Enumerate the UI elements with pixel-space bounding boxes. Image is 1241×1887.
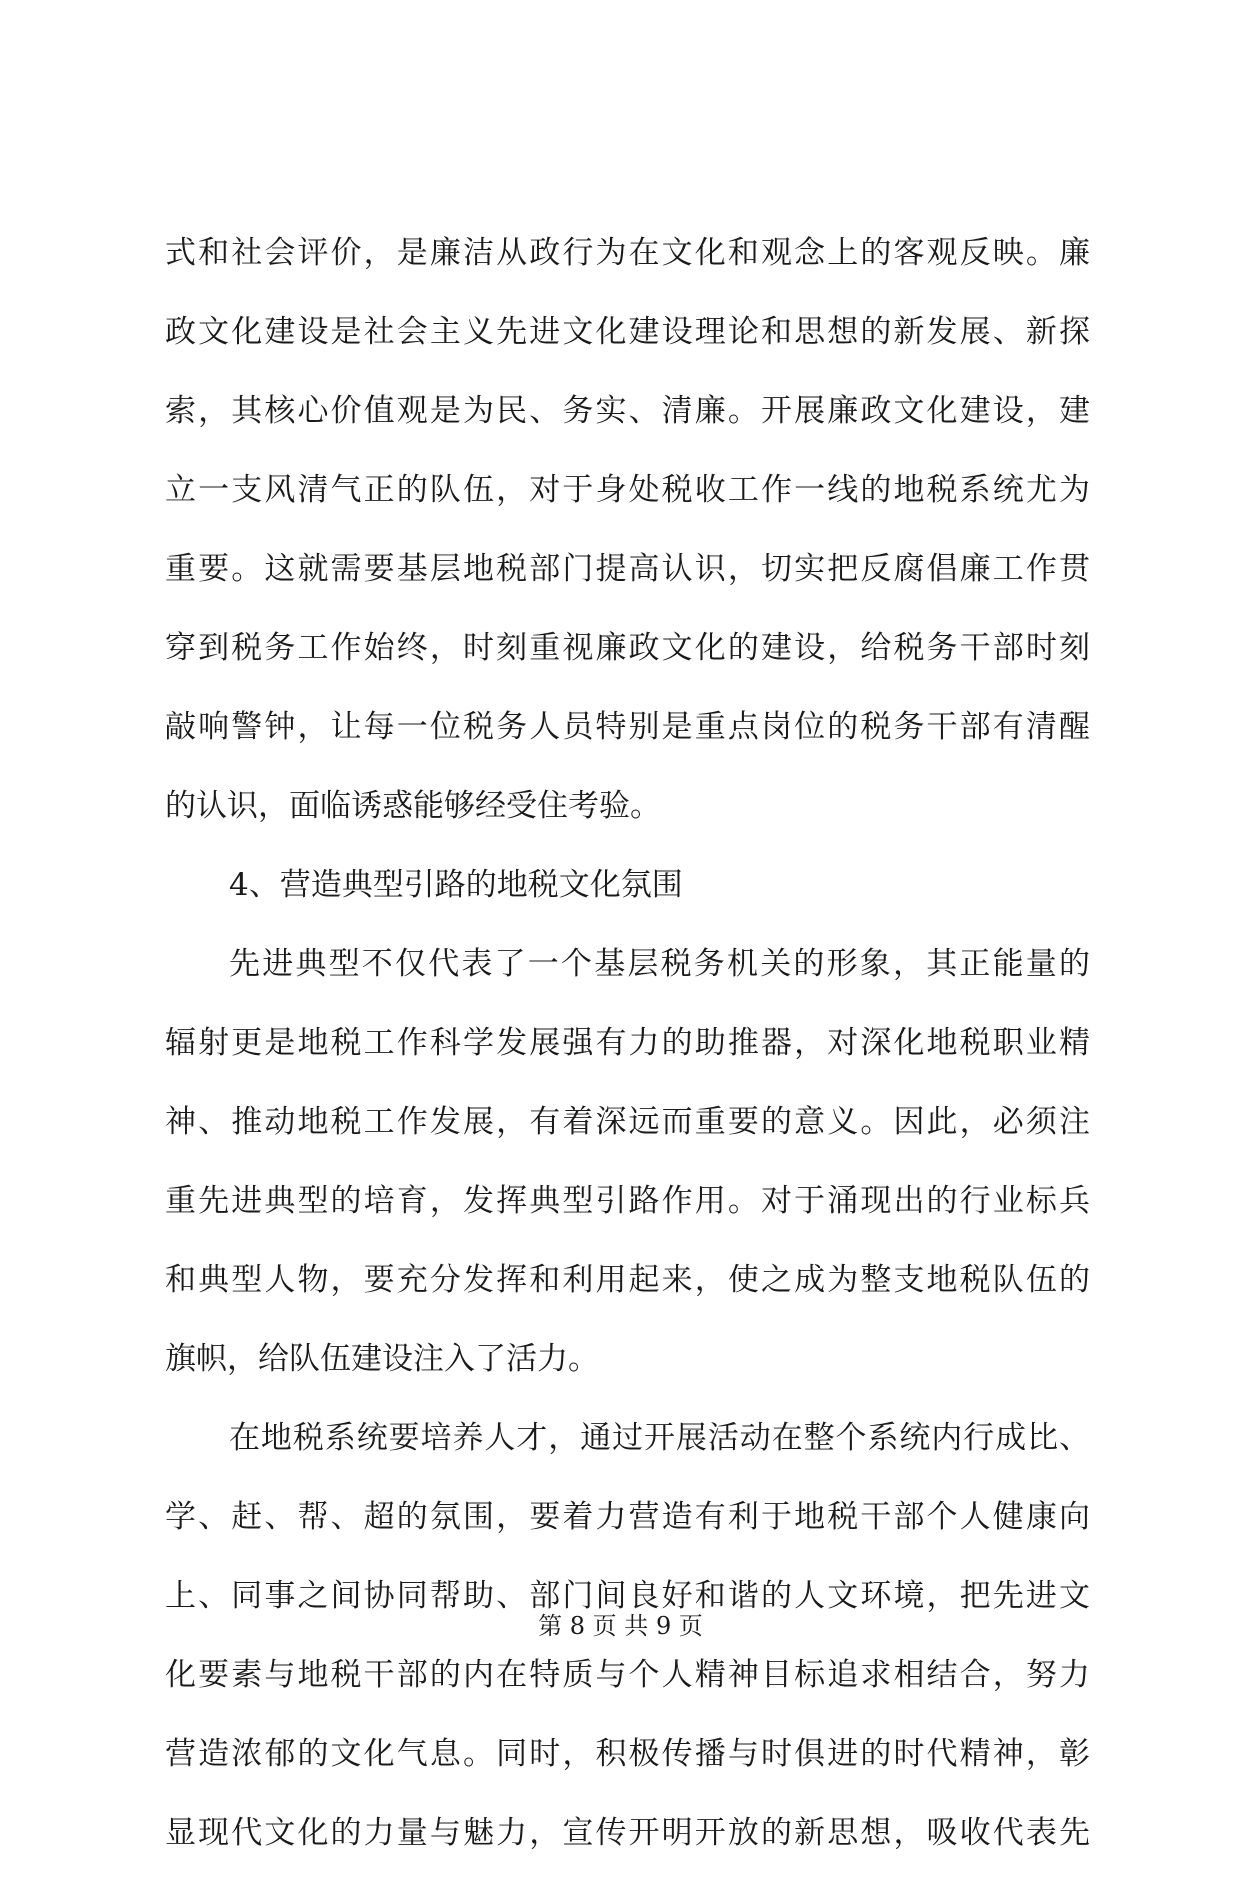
- text-line: 上、同事之间协同帮助、部门间良好和谐的人文环境，把先进文: [165, 1578, 1090, 1614]
- text-line: 旗帜，给队伍建设注入了活力。: [165, 1341, 599, 1377]
- text-line: 的认识，面临诱惑能够经受住考验。: [165, 788, 661, 824]
- text-line: 化要素与地税干部的内在特质与个人精神目标追求相结合，努力: [165, 1657, 1090, 1693]
- text-line: 学、赶、帮、超的氛围，要着力营造有利于地税干部个人健康向: [165, 1499, 1090, 1535]
- text-line: 显现代文化的力量与魅力，宣传开明开放的新思想，吸收代表先: [165, 1815, 1090, 1851]
- page-number-footer: 第 8 页 共 9 页: [538, 1612, 703, 1640]
- text-line: 神、推动地税工作发展，有着深远而重要的意义。因此，必须注: [165, 1104, 1090, 1140]
- text-line: 和典型人物，要充分发挥和利用起来，使之成为整支地税队伍的: [165, 1262, 1090, 1298]
- text-line: 辐射更是地税工作科学发展强有力的助推器，对深化地税职业精: [165, 1025, 1090, 1061]
- text-line: 营造浓郁的文化气息。同时，积极传播与时俱进的时代精神，彰: [165, 1736, 1090, 1772]
- text-line: 在地税系统要培养人才，通过开展活动在整个系统内行成比、: [229, 1420, 1090, 1456]
- text-line: 立一支风清气正的队伍，对于身处税收工作一线的地税系统尤为: [165, 472, 1090, 508]
- text-line: 先进典型不仅代表了一个基层税务机关的形象，其正能量的: [229, 946, 1090, 982]
- text-line: 穿到税务工作始终，时刻重视廉政文化的建设，给税务干部时刻: [165, 630, 1090, 666]
- text-line: 重要。这就需要基层地税部门提高认识，切实把反腐倡廉工作贯: [165, 551, 1090, 587]
- text-line: 政文化建设是社会主义先进文化建设理论和思想的新发展、新探: [165, 314, 1090, 350]
- text-line: 重先进典型的培育，发挥典型引路作用。对于涌现出的行业标兵: [165, 1183, 1090, 1219]
- text-line: 式和社会评价，是廉洁从政行为在文化和观念上的客观反映。廉: [165, 235, 1090, 271]
- section-heading: 4、营造典型引路的地税文化氛围: [229, 867, 683, 903]
- text-line: 敲响警钟，让每一位税务人员特别是重点岗位的税务干部有清醒: [165, 709, 1090, 745]
- text-line: 索，其核心价值观是为民、务实、清廉。开展廉政文化建设，建: [165, 393, 1090, 429]
